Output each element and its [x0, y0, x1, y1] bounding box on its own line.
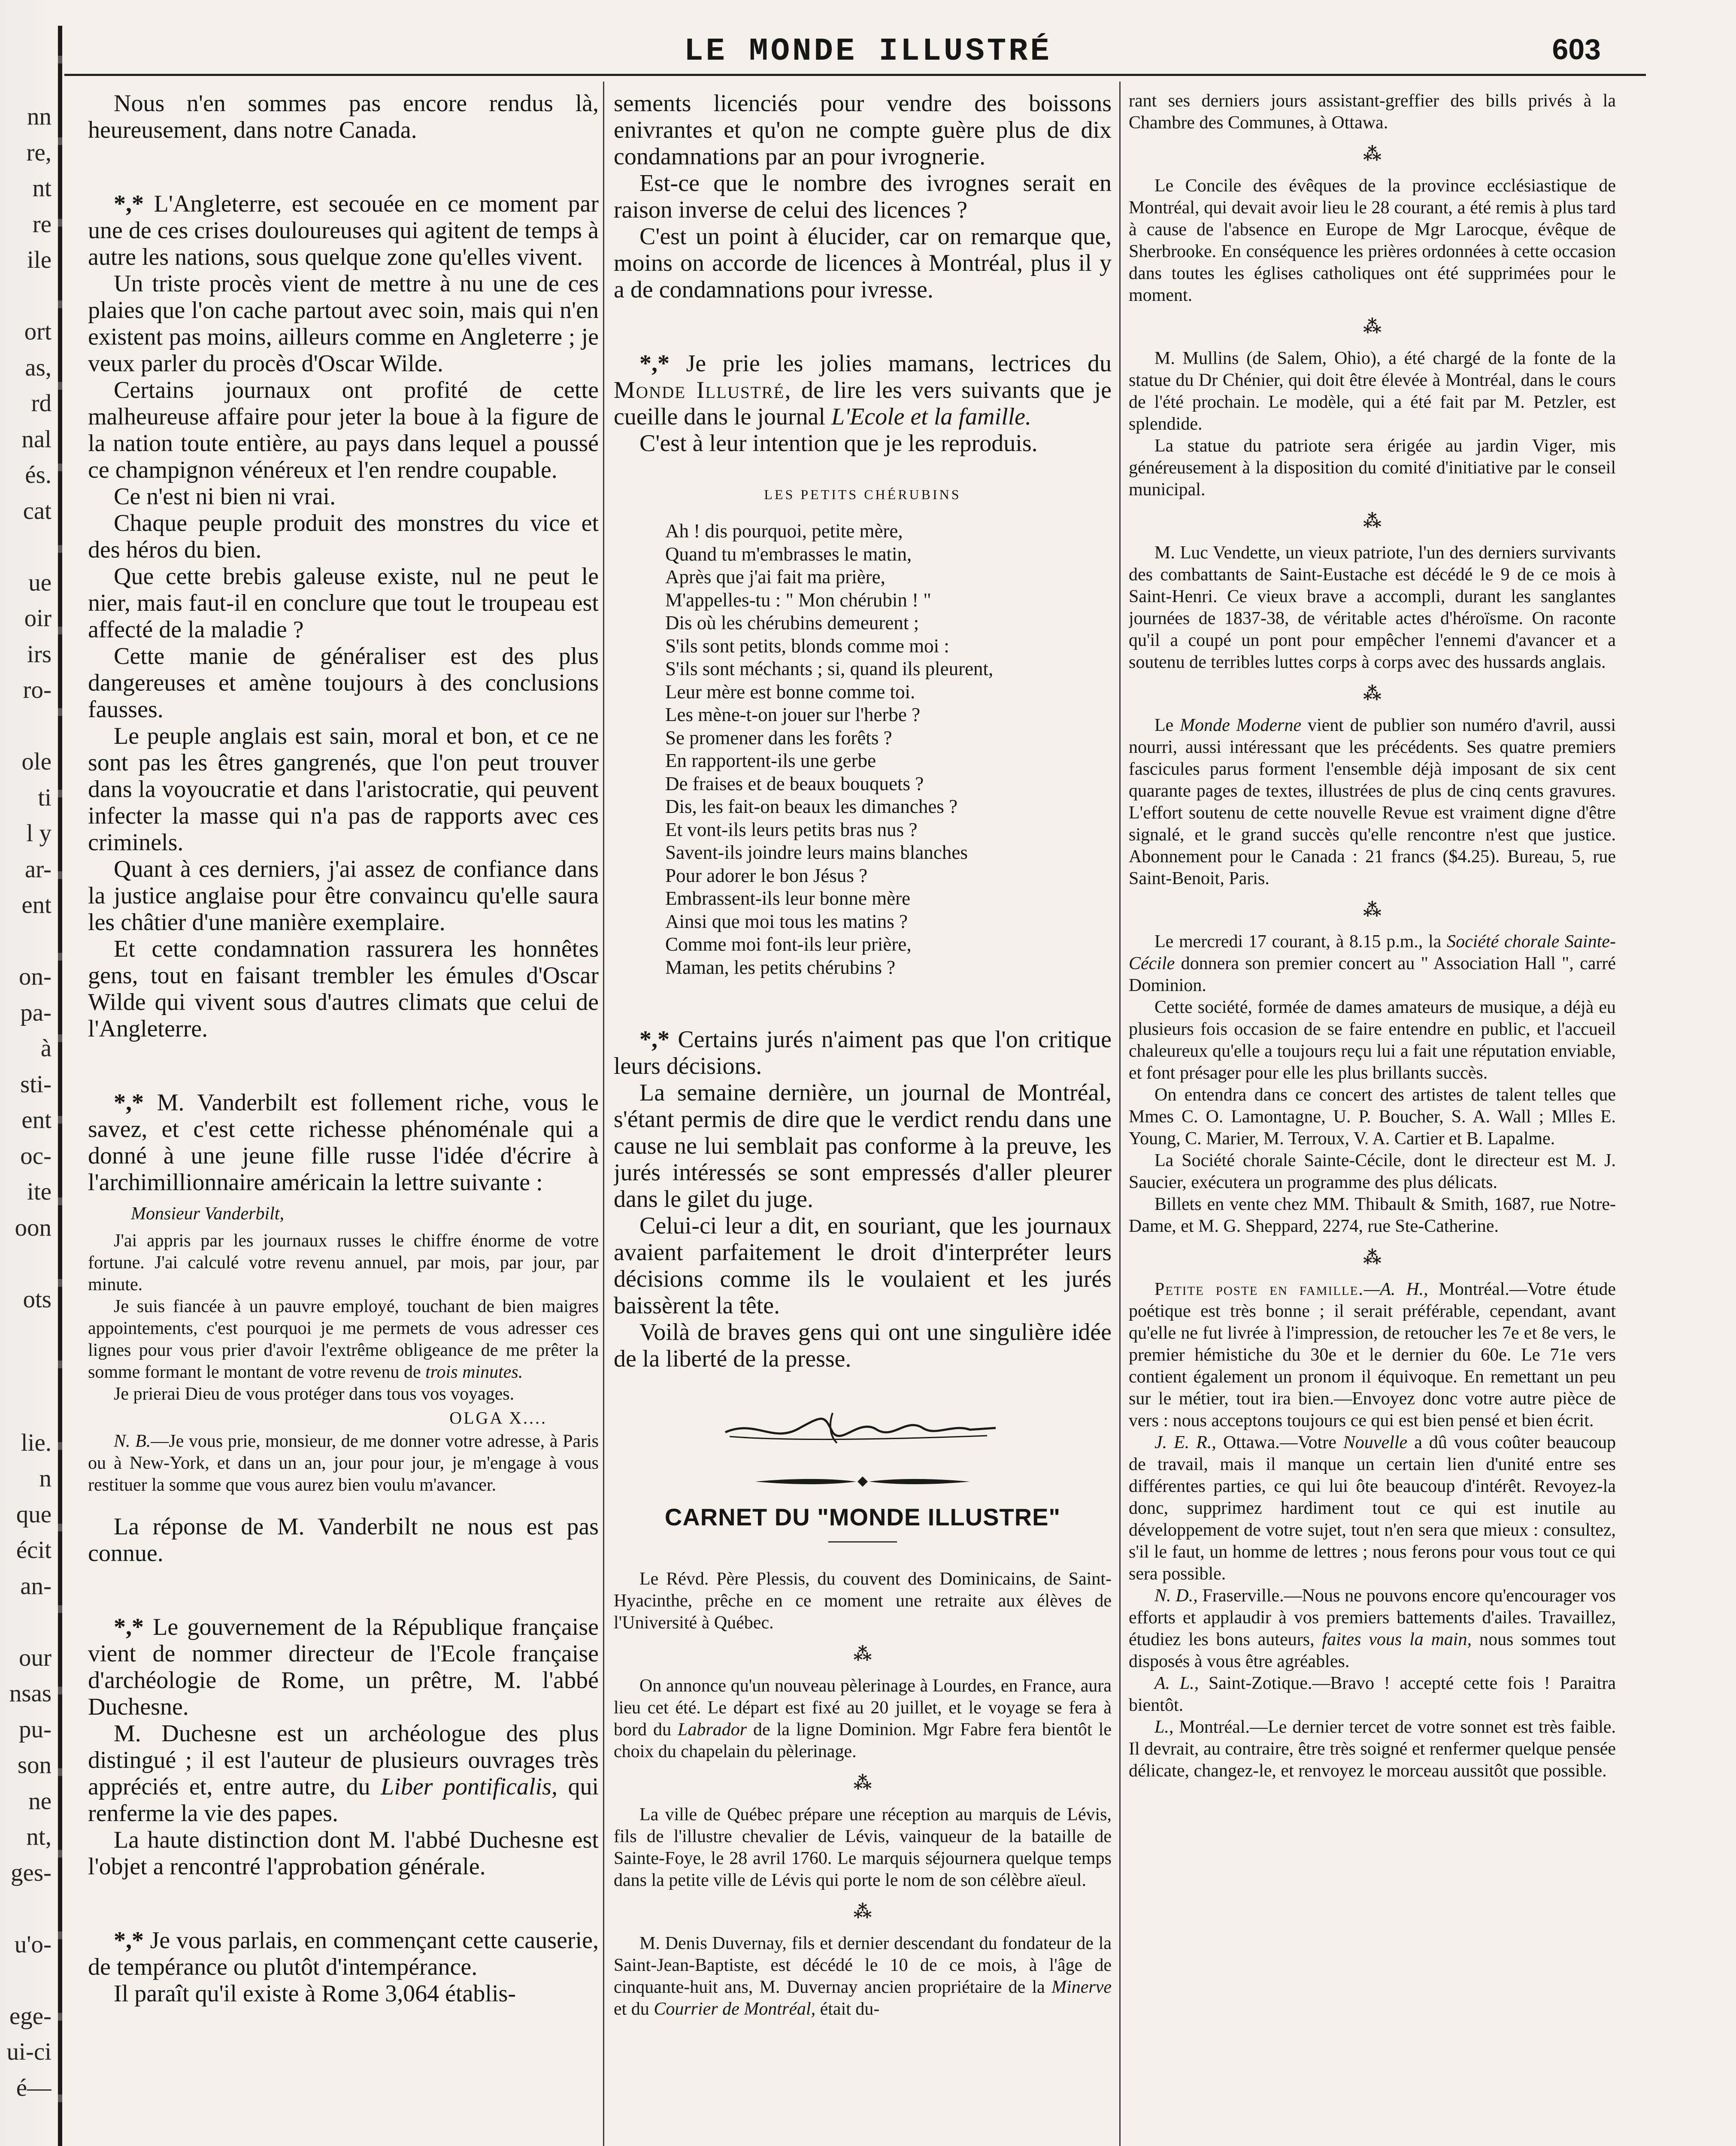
paragraph: Ce n'est ni bien ni vrai. — [114, 483, 336, 510]
fragment-line: nsas — [9, 1680, 52, 1707]
fragment-line: que — [16, 1500, 52, 1528]
correspondence-item: A. L., Saint-Zotique.—Bravo ! accepté cette fois ! Paraitra bientôt. — [1129, 1673, 1616, 1715]
fragment-line: as, — [25, 354, 52, 381]
news-item: On annonce qu'un nouveau pèlerinage à Lourdes, en France, aura lieu cet été. Le départ est fixé au 20 juillet, et le voyage se fera à bord du Labrador de la ligne Dominion. Mgr Fabre fera bientôt le choix du chapelain du pèlerinage. — [614, 1676, 1112, 1761]
fragment-line — [0, 278, 52, 314]
fragment-line — [0, 529, 52, 565]
fragment-line: nt — [32, 175, 52, 202]
poem-line: Se promener dans les forêts ? — [665, 727, 892, 749]
fragment-line: ui-ci — [6, 2038, 52, 2065]
fragment-line — [0, 1962, 52, 1998]
column-rule-2 — [1119, 82, 1121, 2146]
fragment-line: oir — [24, 605, 52, 632]
poem-line: Maman, les petits chérubins ? — [665, 956, 896, 978]
news-item: La ville de Québec prépare une réception au marquis de Lévis, fils de l'illustre chevalier de Lévis, vainqueur de la bataille de Sainte-Foye, le 28 avril 1760. Le marquis séjournera quelque temps dans la petite ville de Lévis qui porte le nom de son célèbre aïeul. — [614, 1805, 1112, 1890]
fragment-line: cat — [23, 497, 52, 524]
news-item: Le Concile des évêques de la province ecclésiastique de Montréal, qui devait avoir lieu le 28 courant, a été remis à plus tard à cause de l'absence en Europe de Mgr Larocque, évêque de Sherbrooke. En conséquence les prières ordonnées à cette occasion dans toutes les églises catholiques ont été supprimées pour le moment. — [1129, 176, 1616, 305]
news-item: Le mercredi 17 courant, à 8.15 p.m., la Société chorale Sainte-Cécile donnera son premier concert au " Association Hall ", carré Dominion. — [1129, 932, 1616, 995]
fragment-line: ges- — [11, 1859, 52, 1886]
fragment-line: ole — [21, 748, 52, 775]
fragment-line: és. — [25, 461, 52, 488]
fragment-line: l y — [26, 820, 52, 847]
fragment-line: ite — [27, 1178, 52, 1205]
fragment-line: ti — [38, 784, 52, 811]
section-asterism: *,* — [114, 1089, 157, 1116]
fragment-line: écit — [16, 1537, 52, 1564]
paragraph: Chaque peuple produit des monstres du vice et des héros du bien. — [88, 510, 599, 563]
asterism-icon: ⁂ — [853, 1773, 872, 1793]
paragraph: *,* Le gouvernement de la République française vient de nommer directeur de l'Ecole française d'archéologie de Rome, un prêtre, M. l'abbé Duchesne. — [88, 1614, 599, 1720]
letter-signature: OLGA X.... — [449, 1408, 547, 1428]
paragraph: Quant à ces derniers, j'ai assez de confiance dans la justice anglaise pour être convaincu qu'elle saura les châtier d'une manière exemplaire. — [88, 856, 599, 936]
paragraph: La haute distinction dont M. l'abbé Duchesne est l'objet a rencontré l'approbation générale. — [88, 1827, 599, 1880]
paragraph: Que cette brebis galeuse existe, nul ne peut le nier, mais faut-il en conclure que tout le troupeau est affecté de la maladie ? — [88, 563, 599, 643]
poem-line: Dis où les chérubins demeurent ; — [665, 612, 919, 633]
asterism-icon: ⁂ — [1363, 900, 1382, 920]
fragment-line — [0, 1389, 52, 1425]
paragraph: Certains journaux ont profité de cette malheureuse affaire pour jeter la boue à la figure de la nation toute entière, au pays dans lequel a poussé ce champignon vénéreux et l'en rendre coupable. — [88, 377, 599, 483]
paragraph: Celui-ci leur a dit, en souriant, que les journaux avaient parfaitement le droit d'interpréter leurs décisions comme ils le voulaient et les jurés baissèrent la tête. — [614, 1212, 1112, 1319]
fragment-line — [0, 1353, 52, 1389]
correspondence-item: L., Montréal.—Le dernier tercet de votre sonnet est très faible. Il devrait, au contraire, être très soigné et renfermer quelque pensée délicate, changez-le, et renvoyez le morceau aussitôt que possible. — [1129, 1717, 1616, 1781]
news-item: M. Luc Vendette, un vieux patriote, l'un des derniers survivants des combattants de Saint-Eustache est décédé le 9 de ce mois à Saint-Henri. Ce vieux brave a accompli, durant les sanglantes journées de 1837-38, de véritable actes d'héroïsme. On raconte qu'il a coupé un pont pour empêcher l'ennemi d'avancer et a soutenu de terribles luttes corps à corps avec des hussards anglais. — [1129, 543, 1616, 672]
fragment-line: re — [32, 210, 52, 238]
poem-line: S'ils sont petits, blonds comme moi : — [665, 635, 949, 657]
ornament-divider — [751, 1473, 974, 1490]
poem-line: Après que j'ai fait ma prière, — [665, 566, 885, 588]
fragment-line — [0, 2106, 52, 2142]
paragraph: Est-ce que le nombre des ivrognes serait en raison inverse de celui des licences ? — [614, 170, 1112, 223]
news-item: Billets en vente chez MM. Thibault & Smith, 1687, rue Notre-Dame, et M. G. Sheppard, 2274, rue Ste-Catherine. — [1129, 1194, 1616, 1236]
fragment-line: oon — [15, 1214, 52, 1241]
column-3 — [1129, 90, 1616, 2146]
asterism-icon: ⁂ — [1363, 145, 1382, 164]
fragment-line: ent — [21, 891, 52, 918]
poem-line: Les mène-t-on jouer sur l'herbe ? — [665, 704, 921, 725]
poem-line: M'appelles-tu : " Mon chérubin ! " — [665, 589, 931, 611]
paragraph: *,* M. Vanderbilt est follement riche, vous le savez, et c'est cette richesse phénoménale qui a donné à une jeune fille russe l'idée d'écrire à l'archimillionnaire américain la lettre suivante : — [88, 1089, 599, 1196]
news-item: M. Denis Duvernay, fils et dernier descendant du fondateur de la Saint-Jean-Baptiste, est décédé le 10 de ce mois, à l'âge de cinquante-huit ans, M. Duvernay ancien propriétaire de la Minerve et du Courrier de Montréal, était du- — [614, 1934, 1112, 2019]
binding-gutter — [58, 26, 62, 2146]
fragment-line: à — [40, 1035, 52, 1062]
fragment-line: ile — [27, 246, 52, 273]
paragraph: sements licenciés pour vendre des boissons enivrantes et qu'on ne compte guère plus de dix condamnations par an pour ivrognerie. — [614, 90, 1112, 170]
fragment-line: nn — [27, 103, 52, 130]
paragraph: *,* Je prie les jolies mamans, lectrices du Monde Illustré, de lire les vers suivants que je cueille dans le journal L'Ecole et la famille. — [614, 350, 1112, 430]
fragment-line: our — [19, 1644, 52, 1671]
poem-line: Dis, les fait-on beaux les dimanches ? — [665, 796, 958, 817]
poem-line: Embrassent-ils leur bonne mère — [665, 888, 911, 909]
paragraph: *,* L'Angleterre, est secouée en ce moment par une de ces crises douloureuses qui agitent de temps à autre les nations, sous quelque zone qu'elles vivent. — [88, 191, 599, 270]
page-number: 603 — [1552, 33, 1601, 66]
fragment-line — [0, 923, 52, 959]
correspondence-item: N. D., Fraserville.—Nous ne pouvons encore qu'encourager vos efforts et applaudir à vos premiers battements d'ailes. Travaillez, étudiez les bons auteurs, faites vous la main, nous sommes tout disposés à vous être agréables. — [1129, 1586, 1616, 1671]
fragment-line: u'o- — [14, 1931, 52, 1958]
news-item: On entendra dans ce concert des artistes de talent telles que Mmes C. O. Lamontagne, U. P. Boucher, S. A. Wall ; Mlles E. Young, C. Marier, M. Terroux, V. A. Cartier et B. Lapalme. — [1129, 1085, 1616, 1149]
news-item: La statue du patriote sera érigée au jardin Viger, mis généreusement à la disposition du comité d'initiative par le conseil municipal. — [1129, 436, 1616, 500]
fragment-line: ent — [21, 1106, 52, 1134]
section-asterism: *,* — [639, 350, 686, 377]
fragment-line: n — [39, 1465, 52, 1492]
column-rule-1 — [603, 82, 604, 2146]
fragment-line: ort — [24, 318, 52, 345]
fragment-line: re, — [26, 139, 52, 166]
section-asterism: *,* — [114, 1614, 153, 1640]
poem-line: Et vont-ils leurs petits bras nus ? — [665, 818, 918, 840]
news-item: rant ses derniers jours assistant-greffier des bills privés à la Chambre des Communes, à Ottawa. — [1129, 91, 1616, 133]
fragment-line: ue — [28, 569, 52, 596]
fragment-line — [0, 1604, 52, 1640]
fragment-line: an- — [20, 1572, 52, 1600]
fragment-line: ots — [23, 1285, 52, 1313]
news-item: Le Révd. Père Plessis, du couvent des Dominicains, de Saint-Hyacinthe, prêche en ce moment une retraite aux élèves de l'Université à Québec. — [614, 1569, 1112, 1633]
letter — [88, 1230, 599, 1496]
fragment-line: on- — [19, 963, 52, 990]
previous-page-fragments — [0, 99, 52, 2146]
letter-salutation: Monsieur Vanderbilt, — [131, 1204, 284, 1224]
paragraph: Il paraît qu'il existe à Rome 3,064 établis- — [114, 1980, 516, 2007]
fragment-line: pa- — [20, 999, 52, 1026]
asterism-icon: ⁂ — [853, 1902, 872, 1922]
news-item: La Société chorale Sainte-Cécile, dont le directeur est M. J. Saucier, exécutera un programme des plus délicats. — [1129, 1151, 1616, 1192]
asterism-icon: ⁂ — [1363, 684, 1382, 704]
section-heading: Petite poste en famille. — [1154, 1279, 1364, 1299]
poem-line: En rapportent-ils une gerbe — [665, 750, 876, 771]
fragment-line: ege- — [9, 2002, 52, 2030]
fragment-line: nt, — [26, 1823, 52, 1850]
paragraph: Un triste procès vient de mettre à nu une de ces plaies que l'on cache partout avec soin, mais qui n'en existent pas moins, ailleurs comme en Angleterre ; je veux parler du procès d'Oscar Wilde. — [88, 270, 599, 377]
correspondence-item: J. E. R., Ottawa.—Votre Nouvelle a dû vous coûter beaucoup de travail, mais il manque un certain lien d'unité entre ses différentes parties, ce qui lui ôte beaucoup d'intérêt. Revoyez-la donc, supprimez hardiment tout ce qui est inutile au développement de votre sujet, tout n'en sera que mieux : consultez, s'il le faut, un homme de lettres ; nous ferons pour vous tout ce qui sera possible. — [1129, 1433, 1616, 1584]
fragment-line: sti- — [20, 1070, 52, 1098]
section-asterism: *,* — [114, 191, 154, 217]
fragment-line: irs — [27, 640, 52, 668]
title-rule — [828, 1541, 897, 1543]
poem — [665, 520, 1112, 979]
poem-line: S'ils sont méchants ; si, quand ils pleurent, — [665, 658, 994, 679]
fragment-line: oc- — [20, 1142, 52, 1170]
fragment-line — [0, 1891, 52, 1927]
asterism-icon: ⁂ — [1363, 512, 1382, 531]
poem-line: Savent-ils joindre leurs mains blanches — [665, 842, 968, 863]
column-2 — [614, 90, 1112, 2146]
letter-paragraph: Je suis fiancée à un pauvre employé, touchant de bien maigres appointements, c'est pourquoi je me permets de vous adresser ces lignes pour vous prier d'avoir l'extrême obligeance de me prêter la somme formant le montant de votre revenu de trois minutes. — [88, 1297, 599, 1382]
news-item: Le Monde Moderne vient de publier son numéro d'avril, aussi nourri, aussi intéressant que les précédents. Ses quatre premiers fascicules parus forment l'ensemble déjà imposant de six cent quarante pages de textes, illustrées de plus de cinq cents gravures. L'effort soutenu de cette nouvelle Revue est vraiment digne d'être signalé, et le grand succès qu'elle rencontre n'est que justice. Abonnement pour le Canada : 21 francs ($4.25). Bureau, 5, rue Saint-Benoit, Paris. — [1129, 715, 1616, 888]
paragraph: *,* Certains jurés n'aiment pas que l'on critique leurs décisions. — [614, 1026, 1112, 1079]
paragraph: C'est à leur intention que je les reproduis. — [639, 430, 1038, 457]
fragment-line — [0, 708, 52, 744]
poem-line: De fraises et de beaux bouquets ? — [665, 773, 924, 794]
letter-paragraph: J'ai appris par les journaux russes le chiffre énorme de votre fortune. J'ai calculé votre revenu annuel, par mois, par jour, par minute. — [88, 1231, 599, 1294]
letter-paragraph: Je prierai Dieu de vous protéger dans tous vos voyages. — [114, 1384, 515, 1404]
poem-line: Comme moi font-ils leur prière, — [665, 934, 912, 955]
fragment-line: ro- — [23, 676, 52, 703]
section-asterism: *,* — [639, 1026, 678, 1053]
fragment-line: ar- — [24, 855, 52, 883]
paragraph: Nous n'en sommes pas encore rendus là, heureusement, dans notre Canada. — [88, 90, 599, 143]
journal-title: LE MONDE ILLUSTRÉ — [684, 33, 1052, 70]
news-item: M. Mullins (de Salem, Ohio), a été chargé de la fonte de la statue du Dr Chénier, qui doit être élevée à Montréal, dans le cours de l'été prochain. Le modèle, qui a été fait par M. Petzler, est splendide. — [1129, 349, 1616, 434]
fragment-line — [0, 1317, 52, 1353]
fragment-line: son — [17, 1752, 52, 1779]
asterism-icon: ⁂ — [1363, 1248, 1382, 1268]
fragment-line: nal — [21, 425, 52, 453]
paragraph: *,* Je vous parlais, en commençant cette causerie, de tempérance ou plutôt d'intempérance. — [88, 1927, 599, 1980]
fragment-line: rd — [31, 390, 52, 417]
fragment-line: lie. — [21, 1429, 52, 1456]
correspondence-item: Petite poste en famille.—A. H., Montréal.—Votre étude poétique est très bonne ; il serait préférable, cependant, avant qu'elle ne fut livrée à l'impression, de retoucher les 7e et 8e vers, le premier hémistiche du 30e et le dernier du 60e. Le 71e vers contient également un pronom il équivoque. En remettant un peu sur le métier, tout ira bien.—Envoyez donc votre autre pièce de vers : nous acceptons toujours ce qui est bien pensé et bien écrit. — [1129, 1279, 1616, 1431]
paragraph: Cette manie de généraliser est des plus dangereuses et amène toujours à des conclusions fausses. — [88, 643, 599, 723]
section-title: CARNET DU "MONDE ILLUSTRE" — [664, 1503, 1061, 1531]
section-asterism: *,* — [114, 1927, 150, 1954]
letter-postscript: N. B.—Je vous prie, monsieur, de me donner votre adresse, à Paris ou à New-York, et dans un an, jour pour jour, je m'engage à vous restituer la somme que vous aurez bien voulu m'avancer. — [88, 1431, 599, 1495]
news-item: Cette société, formée de dames amateurs de musique, a déjà eu plusieurs fois occasion de se faire entendre en public, et l'accueil chaleureux qu'elle a toujours reçu lui a fait une réputation enviable, et font présager pour elle les plus brillants succès. — [1129, 997, 1616, 1083]
poem-line: Ainsi que moi tous les matins ? — [665, 910, 908, 932]
paragraph: C'est un point à élucider, car on remarque que, moins on accorde de licences à Montréal, plus il y a de condamnations pour ivresse. — [614, 223, 1112, 303]
fragment-line: pu- — [19, 1716, 52, 1743]
column-1 — [88, 90, 599, 2146]
asterism-icon: ⁂ — [1363, 317, 1382, 337]
fragment-line — [0, 1246, 52, 1282]
paragraph: Voilà de braves gens qui ont une singulière idée de la liberté de la presse. — [614, 1319, 1112, 1372]
paragraph: Et cette condamnation rassurera les honnêtes gens, tout en faisant trembler les émules d'Oscar Wilde qui vivent sous d'autres climats que celui de l'Angleterre. — [88, 936, 599, 1042]
paragraph: La réponse de M. Vanderbilt ne nous est pas connue. — [88, 1513, 599, 1567]
paragraph: La semaine dernière, un journal de Montréal, s'étant permis de dire que le verdict rendu dans une cause ne lui semblait pas conforme à la preuve, les jurés intéressés se sont empressés d'aller pleurer dans le gilet du juge. — [614, 1079, 1112, 1212]
poem-line: Quand tu m'embrasses le matin, — [665, 543, 912, 565]
fragment-line: é— — [16, 2074, 52, 2101]
paragraph: Le peuple anglais est sain, moral et bon, et ce ne sont pas les êtres gangrenés, que l'on peut trouver dans la voyoucratie et dans l'aristocratie, qui peuvent infecter la masse qui n'a pas de rapports avec ces criminels. — [88, 723, 599, 856]
poem-title: LES PETITS CHÉRUBINS — [764, 487, 961, 502]
header-rule — [64, 74, 1646, 76]
poem-line: Ah ! dis pourquoi, petite mère, — [665, 520, 903, 542]
poem-line: Pour adorer le bon Jésus ? — [665, 864, 868, 886]
poem-line: Leur mère est bonne comme toi. — [665, 681, 915, 703]
asterism-icon: ⁂ — [853, 1645, 872, 1664]
author-signature — [721, 1402, 1000, 1449]
fragment-line: ne — [28, 1787, 52, 1815]
paragraph: M. Duchesne est un archéologue des plus distingué ; il est l'auteur de plusieurs ouvrages très appréciés et, entre autre, du Liber pontificalis, qui renferme la vie des papes. — [88, 1720, 599, 1827]
fragment-line — [0, 2142, 52, 2146]
